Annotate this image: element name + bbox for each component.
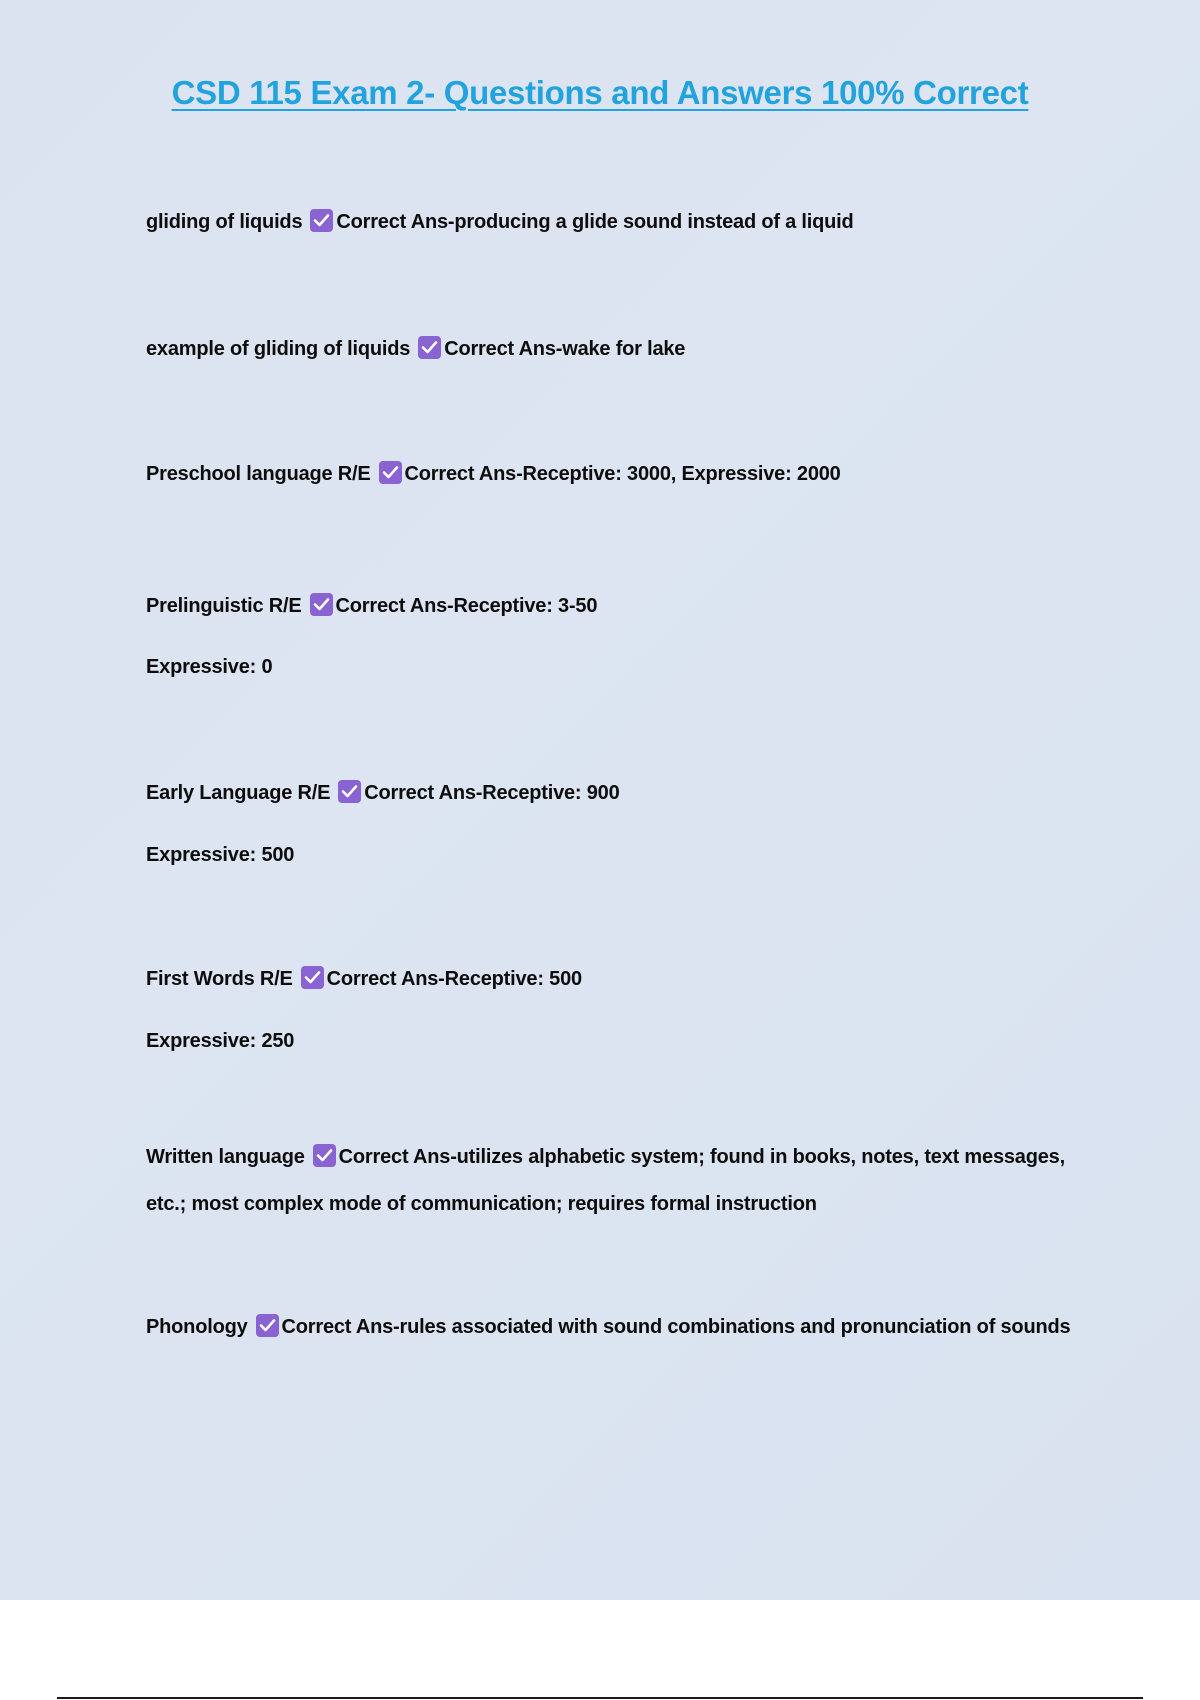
question-text: example of gliding of liquids [146,338,411,360]
qa-entry [146,451,1076,498]
question-text: Phonology [146,1316,248,1338]
checkbox-checked-icon [379,461,402,484]
answer-text: Correct Ans-wake for lake [444,338,686,360]
question-text: gliding of liquids [146,211,303,233]
qa-entry [146,762,1076,886]
question-text: Preschool language R/E [146,463,371,485]
checkbox-checked-icon [338,780,361,803]
document-title-text: CSD 115 Exam 2- Questions and Answers 100% Correct [171,74,1029,111]
checkbox-checked-icon [313,1144,336,1167]
question-text: First Words R/E [146,968,293,990]
checkbox-checked-icon [301,966,324,989]
answer-text: Correct Ans-producing a glide sound instead of a liquid [336,211,854,233]
document-title [0,74,1200,112]
checkbox-checked-icon [310,593,333,616]
qa-entry [146,1304,1076,1351]
qa-entry [146,948,1076,1072]
answer-text: Correct Ans-Receptive: 900 [364,782,620,804]
answer-text: Correct Ans-Receptive: 3000, Expressive: 2000 [404,463,841,485]
answer-extra-line: Expressive: 500 [146,844,295,866]
checkbox-checked-icon [418,336,441,359]
qa-entry [146,576,1076,698]
footer-divider [57,1697,1143,1699]
checkbox-checked-icon [310,209,333,232]
question-text: Early Language R/E [146,782,331,804]
checkbox-checked-icon [256,1314,279,1337]
answer-text: Correct Ans-utilizes alphabetic system; found in books, notes, text messages, etc.; most complex mode of communication; requires formal instruction [146,1146,1065,1215]
answer-text: Correct Ans-Receptive: 3-50 [335,595,598,617]
question-text: Written language [146,1146,305,1168]
answer-extra-line: Expressive: 0 [146,656,273,678]
answer-text: Correct Ans-Receptive: 500 [326,968,582,990]
qa-entry [146,326,1076,373]
answer-extra-line: Expressive: 250 [146,1030,295,1052]
qa-entry [146,1134,1076,1228]
answer-text: Correct Ans-rules associated with sound combinations and pronunciation of sounds [281,1316,1071,1338]
qa-entry [146,199,1076,246]
question-text: Prelinguistic R/E [146,595,302,617]
